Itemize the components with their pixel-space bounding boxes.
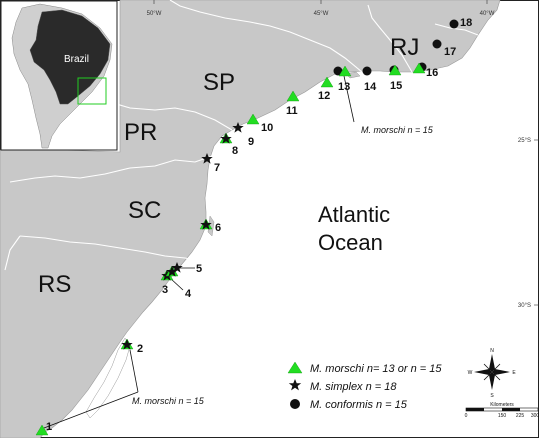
scalebar-tick-300: 300 bbox=[530, 413, 539, 419]
site-label-18: 18 bbox=[460, 17, 473, 29]
site-label-13: 13 bbox=[338, 81, 351, 93]
compass-s: S bbox=[490, 393, 494, 399]
inset-map bbox=[1, 1, 117, 150]
legend-label-star: M. simplex n = 18 bbox=[310, 381, 397, 393]
inset-country-label: Brazil bbox=[64, 54, 90, 65]
scalebar-tick-0: 0 bbox=[464, 413, 468, 419]
site-label-4: 4 bbox=[185, 288, 192, 300]
site-label-1: 1 bbox=[46, 421, 53, 433]
scalebar-tick-150: 150 bbox=[497, 413, 507, 419]
lat-tick-25s: 25°S bbox=[517, 138, 531, 144]
annotation-m-morschi-top: M. morschi n = 15 bbox=[361, 125, 433, 135]
site-label-8: 8 bbox=[232, 145, 239, 157]
site-label-16: 16 bbox=[426, 67, 439, 79]
compass-e: E bbox=[512, 370, 516, 376]
circle-marker-site-18 bbox=[450, 20, 459, 29]
legend-circle-symbol bbox=[290, 399, 300, 409]
lon-tick-40w: 40°W bbox=[479, 11, 495, 17]
site-label-9: 9 bbox=[248, 136, 255, 148]
state-label-rs: RS bbox=[38, 271, 72, 298]
site-label-14: 14 bbox=[364, 81, 377, 93]
lon-tick-50w: 50°W bbox=[146, 11, 162, 17]
site-label-2: 2 bbox=[137, 343, 144, 355]
site-label-12: 12 bbox=[318, 90, 331, 102]
site-label-6: 6 bbox=[215, 222, 222, 234]
circle-marker-site-17 bbox=[433, 40, 442, 49]
state-label-sp: SP bbox=[203, 69, 236, 96]
legend-label-circle: M. conformis n = 15 bbox=[310, 399, 407, 411]
state-label-pr: PR bbox=[124, 119, 158, 146]
site-label-3: 3 bbox=[162, 284, 169, 296]
lon-tick-45w: 45°W bbox=[313, 11, 329, 17]
ocean-label-line1: Atlantic bbox=[318, 202, 391, 227]
legend-label-triangle: M. morschi n= 13 or n = 15 bbox=[310, 363, 442, 375]
circle-marker-site-14 bbox=[363, 67, 372, 76]
lat-tick-30s: 30°S bbox=[517, 303, 531, 309]
site-label-7: 7 bbox=[214, 162, 221, 174]
ocean-label-line2: Ocean bbox=[318, 230, 383, 255]
state-label-sc: SC bbox=[128, 197, 162, 224]
site-label-11: 11 bbox=[286, 105, 298, 117]
compass-n: N bbox=[490, 348, 494, 354]
scalebar-tick-225: 225 bbox=[515, 413, 525, 419]
state-label-rj: RJ bbox=[390, 34, 420, 61]
compass-w: W bbox=[467, 370, 473, 376]
site-label-17: 17 bbox=[444, 46, 457, 58]
annotation-m-morschi-bottom: M. morschi n = 15 bbox=[132, 396, 204, 406]
site-label-10: 10 bbox=[261, 122, 274, 134]
scalebar-title: Kilometers bbox=[490, 402, 514, 408]
site-label-5: 5 bbox=[196, 263, 203, 275]
site-label-15: 15 bbox=[390, 80, 403, 92]
